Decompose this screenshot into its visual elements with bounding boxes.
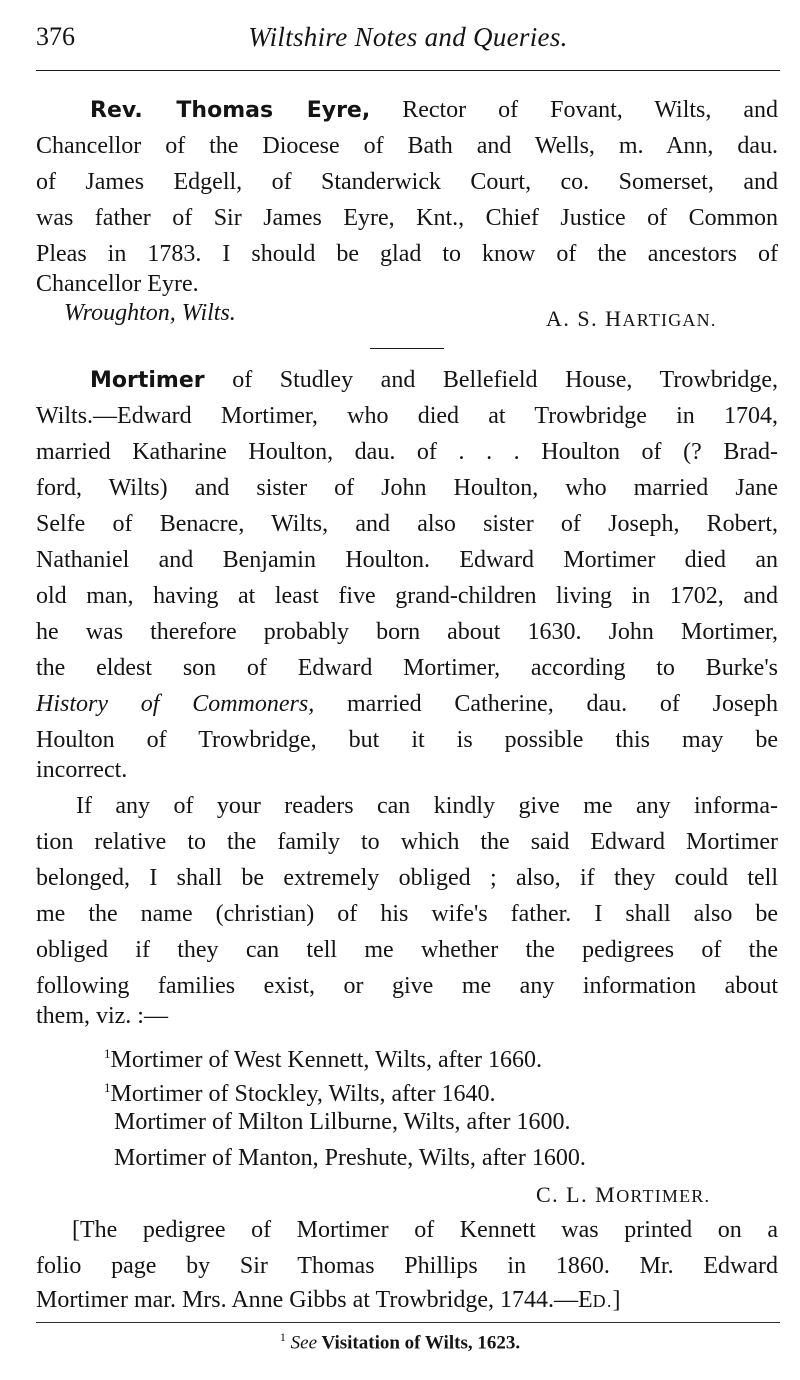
entry1-line-1: Rev. Thomas Eyre, Rector of Fovant, Wilts, and <box>90 97 778 123</box>
entry1-heading: Rev. Thomas Eyre, <box>90 98 371 123</box>
entry2-signature: C. L. MORTIMER. <box>536 1182 711 1207</box>
entry1-signature: A. S. HARTIGAN. <box>546 306 717 331</box>
entry2-line-7: old man, having at least five grand-children living in 1702, and <box>36 583 778 609</box>
entry2-line-6: Nathaniel and Benjamin Houlton. Edward Mortimer died an <box>36 547 778 573</box>
entry2-line-9: the eldest son of Edward Mortimer, according to Burke's <box>36 655 778 681</box>
entry2-line-1: Mortimer of Studley and Bellefield House, Trowbridge, <box>90 367 778 393</box>
para2-line-6: following families exist, or give me any information about <box>36 973 778 999</box>
family-list-item: Mortimer of Milton Lilburne, Wilts, after 1600. <box>114 1109 571 1135</box>
entry2-line-12: incorrect. <box>36 757 128 783</box>
editor-note-line-1: [The pedigree of Mortimer of Kennett was printed on a <box>72 1217 778 1243</box>
para2-line-4: me the name (christian) of his wife's father. I shall also be <box>36 901 778 927</box>
entry2-heading: Mortimer <box>90 368 205 393</box>
entry1-line-4: was father of Sir James Eyre, Knt., Chief Justice of Common <box>36 205 778 231</box>
entry2-line-10: History of Commoners, married Catherine, dau. of Joseph <box>36 691 778 717</box>
entry2-line-11: Houlton of Trowbridge, but it is possible this may be <box>36 727 778 753</box>
para2-line-2: tion relative to the family to which the said Edward Mortimer <box>36 829 778 855</box>
entry2-line-4: ford, Wilts) and sister of John Houlton, who married Jane <box>36 475 778 501</box>
para2-line-1: If any of your readers can kindly give me any informa- <box>76 793 778 819</box>
family-list-item: $^1$Mortimer of Stockley, Wilts, after 1640. <box>104 1080 496 1107</box>
para2-line-3: belonged, I shall be extremely obliged ; also, if they could tell <box>36 865 778 891</box>
editor-note-line-2: folio page by Sir Thomas Phillips in 1860. Mr. Edward <box>36 1253 778 1279</box>
entry1-line-5: Pleas in 1783. I should be glad to know of the ancestors of <box>36 241 778 267</box>
book-title: History of Commoners, <box>36 691 315 717</box>
header-rule <box>36 70 780 71</box>
footnote: $^1$ See Visitation of Wilts, 1623. <box>279 1330 521 1354</box>
para2-line-7: them, viz. :— <box>36 1003 168 1029</box>
entry2-line-3: married Katharine Houlton, dau. of . . . Houlton of (? Brad- <box>36 439 778 465</box>
entry2-line-8: he was therefore probably born about 1630. John Mortimer, <box>36 619 778 645</box>
editor-note-line-3: Mortimer mar. Mrs. Anne Gibbs at Trowbridge, 1744.—ED.] <box>36 1287 621 1313</box>
entry1-place: Wroughton, Wilts. <box>64 300 236 326</box>
entry1-line-6: Chancellor Eyre. <box>36 271 199 297</box>
page-header <box>36 18 780 58</box>
family-list-item: $^1$Mortimer of West Kennett, Wilts, after 1660. <box>104 1046 542 1073</box>
family-list-item: Mortimer of Manton, Preshute, Wilts, after 1600. <box>114 1145 586 1171</box>
running-title: Wiltshire Notes and Queries. <box>248 22 568 52</box>
entry-separator-rule <box>370 348 444 349</box>
footnote-rule <box>36 1322 780 1323</box>
page-number: 376 <box>36 22 75 51</box>
entry1-line-2: Chancellor of the Diocese of Bath and Wells, m. Ann, dau. <box>36 133 778 159</box>
entry2-line-2: Wilts.—Edward Mortimer, who died at Trowbridge in 1704, <box>36 403 778 429</box>
entry1-line-3: of James Edgell, of Standerwick Court, co. Somerset, and <box>36 169 778 195</box>
para2-line-5: obliged if they can tell me whether the pedigrees of the <box>36 937 778 963</box>
entry2-line-5: Selfe of Benacre, Wilts, and also sister of Joseph, Robert, <box>36 511 778 537</box>
